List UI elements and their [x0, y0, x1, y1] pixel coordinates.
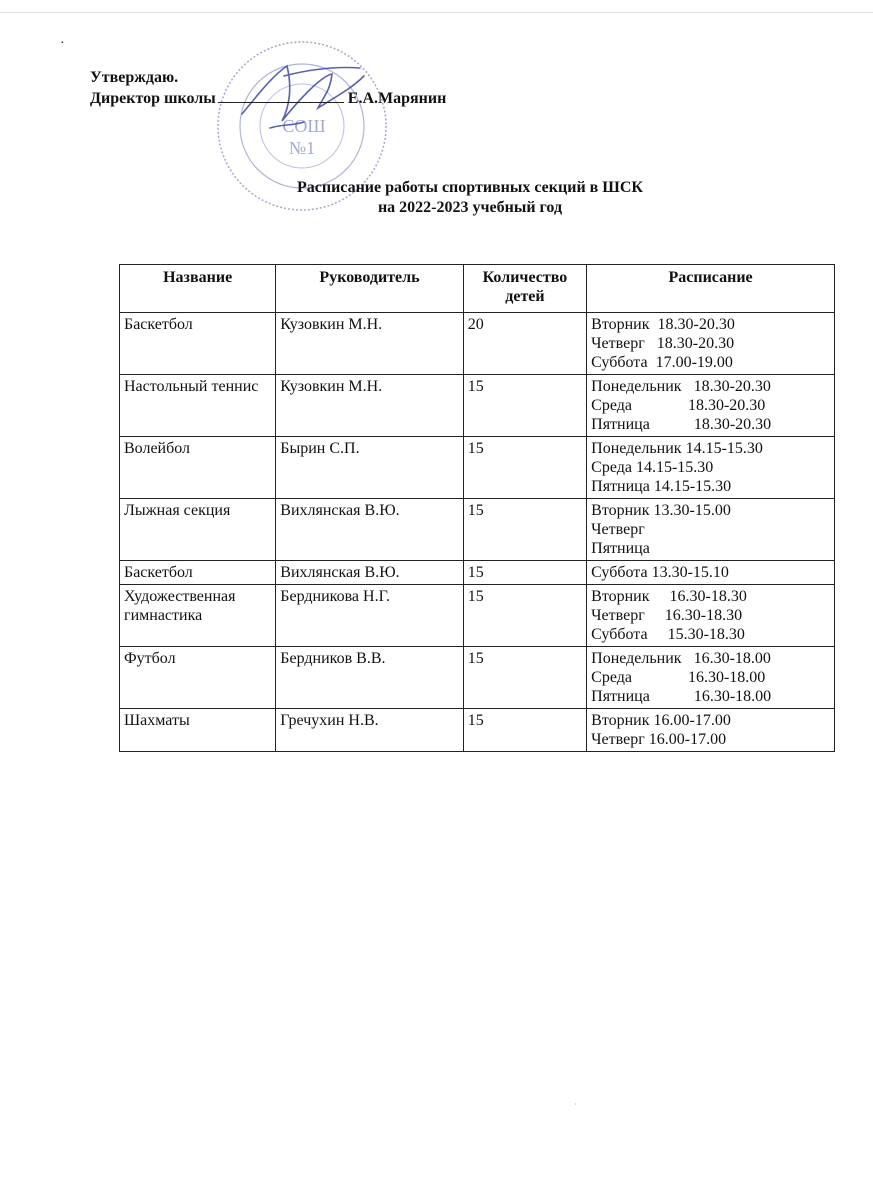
cell-section-name: Лыжная секция	[120, 499, 276, 561]
schedule-line: Четверг 16.00-17.00	[591, 731, 727, 748]
header-schedule: Расписание	[587, 265, 835, 313]
cell-leader: Бырин С.П.	[276, 437, 463, 499]
header-count: Количество детей	[463, 265, 586, 313]
schedule-line: Понедельник 14.15-15.30	[591, 440, 763, 457]
cell-count: 15	[463, 499, 586, 561]
schedule-line: Вторник 16.00-17.00	[591, 712, 731, 729]
director-name: Е.А.Марянин	[347, 90, 447, 107]
header-name: Название	[120, 265, 276, 313]
cell-section-name: Баскетбол	[120, 561, 276, 585]
schedule-line: Среда 14.15-15.30	[591, 459, 714, 476]
table-row	[120, 585, 835, 647]
cell-schedule	[587, 647, 835, 709]
cell-count: 15	[463, 709, 586, 752]
cell-leader: Бердников В.В.	[276, 647, 463, 709]
cell-schedule	[587, 437, 835, 499]
schedule-line: Понедельник 18.30-20.30	[591, 378, 771, 395]
schedule-line: Суббота 17.00-19.00	[591, 354, 733, 371]
table-header-row	[120, 265, 835, 313]
schedule-line: Пятница 16.30-18.00	[591, 688, 772, 705]
cell-leader: Вихлянская В.Ю.	[276, 561, 463, 585]
approval-block	[90, 68, 446, 109]
schedule-line: Суббота 15.30-18.30	[591, 626, 745, 643]
cell-schedule	[587, 561, 835, 585]
schedule-line: Среда 18.30-20.30	[591, 397, 766, 414]
table-row	[120, 647, 835, 709]
schedule-line: Четверг	[591, 521, 645, 538]
signature-line	[218, 88, 344, 103]
cell-schedule	[587, 375, 835, 437]
table-body	[120, 313, 835, 752]
scan-dot: ·	[60, 36, 65, 51]
document-title	[60, 178, 873, 218]
header-leader: Руководитель	[276, 265, 463, 313]
cell-section-name: Шахматы	[120, 709, 276, 752]
stamp-text-1: СОШ	[282, 116, 326, 136]
cell-schedule	[587, 585, 835, 647]
table-row	[120, 709, 835, 752]
schedule-line: Среда 16.30-18.00	[591, 669, 766, 686]
cell-count: 15	[463, 647, 586, 709]
table-row	[120, 437, 835, 499]
approval-signature-row	[90, 88, 446, 109]
schedule-line: Четверг 16.30-18.30	[591, 607, 743, 624]
schedule-line: Вторник 16.30-18.30	[591, 588, 747, 605]
schedule-line: Вторник 13.30-15.00	[591, 502, 731, 519]
table-row	[120, 375, 835, 437]
cell-count: 15	[463, 585, 586, 647]
cell-leader: Кузовкин М.Н.	[276, 375, 463, 437]
schedule-line: Пятница 18.30-20.30	[591, 416, 772, 433]
approval-title: Утверждаю.	[90, 69, 179, 86]
page-edge-line	[0, 12, 873, 13]
schedule-line: Четверг 18.30-20.30	[591, 335, 735, 352]
schedule-line: Вторник 18.30-20.30	[591, 316, 735, 333]
stamp-text-2: №1	[288, 138, 316, 158]
cell-count: 20	[463, 313, 586, 375]
cell-leader: Вихлянская В.Ю.	[276, 499, 463, 561]
cell-leader: Гречухин Н.В.	[276, 709, 463, 752]
cell-count: 15	[463, 561, 586, 585]
cell-leader: Кузовкин М.Н.	[276, 313, 463, 375]
schedule-table	[119, 264, 835, 752]
title-line-2: на 2022-2023 учебный год	[377, 199, 563, 216]
cell-count: 15	[463, 437, 586, 499]
cell-schedule	[587, 709, 835, 752]
scan-dot-2: ·	[574, 1100, 577, 1109]
table-row	[120, 313, 835, 375]
schedule-line: Понедельник 16.30-18.00	[591, 650, 771, 667]
cell-leader: Бердникова Н.Г.	[276, 585, 463, 647]
table-row	[120, 561, 835, 585]
cell-section-name: Художественная гимнастика	[120, 585, 276, 647]
director-position: Директор школы	[90, 90, 216, 107]
schedule-line: Пятница 14.15-15.30	[591, 478, 732, 495]
cell-section-name: Баскетбол	[120, 313, 276, 375]
table-row	[120, 499, 835, 561]
cell-section-name: Волейбол	[120, 437, 276, 499]
cell-section-name: Футбол	[120, 647, 276, 709]
cell-section-name: Настольный теннис	[120, 375, 276, 437]
title-line-1: Расписание работы спортивных секций в ШСК	[296, 179, 644, 196]
cell-schedule	[587, 313, 835, 375]
cell-count: 15	[463, 375, 586, 437]
schedule-line: Пятница	[591, 540, 650, 557]
cell-schedule	[587, 499, 835, 561]
schedule-line: Суббота 13.30-15.10	[591, 564, 729, 581]
